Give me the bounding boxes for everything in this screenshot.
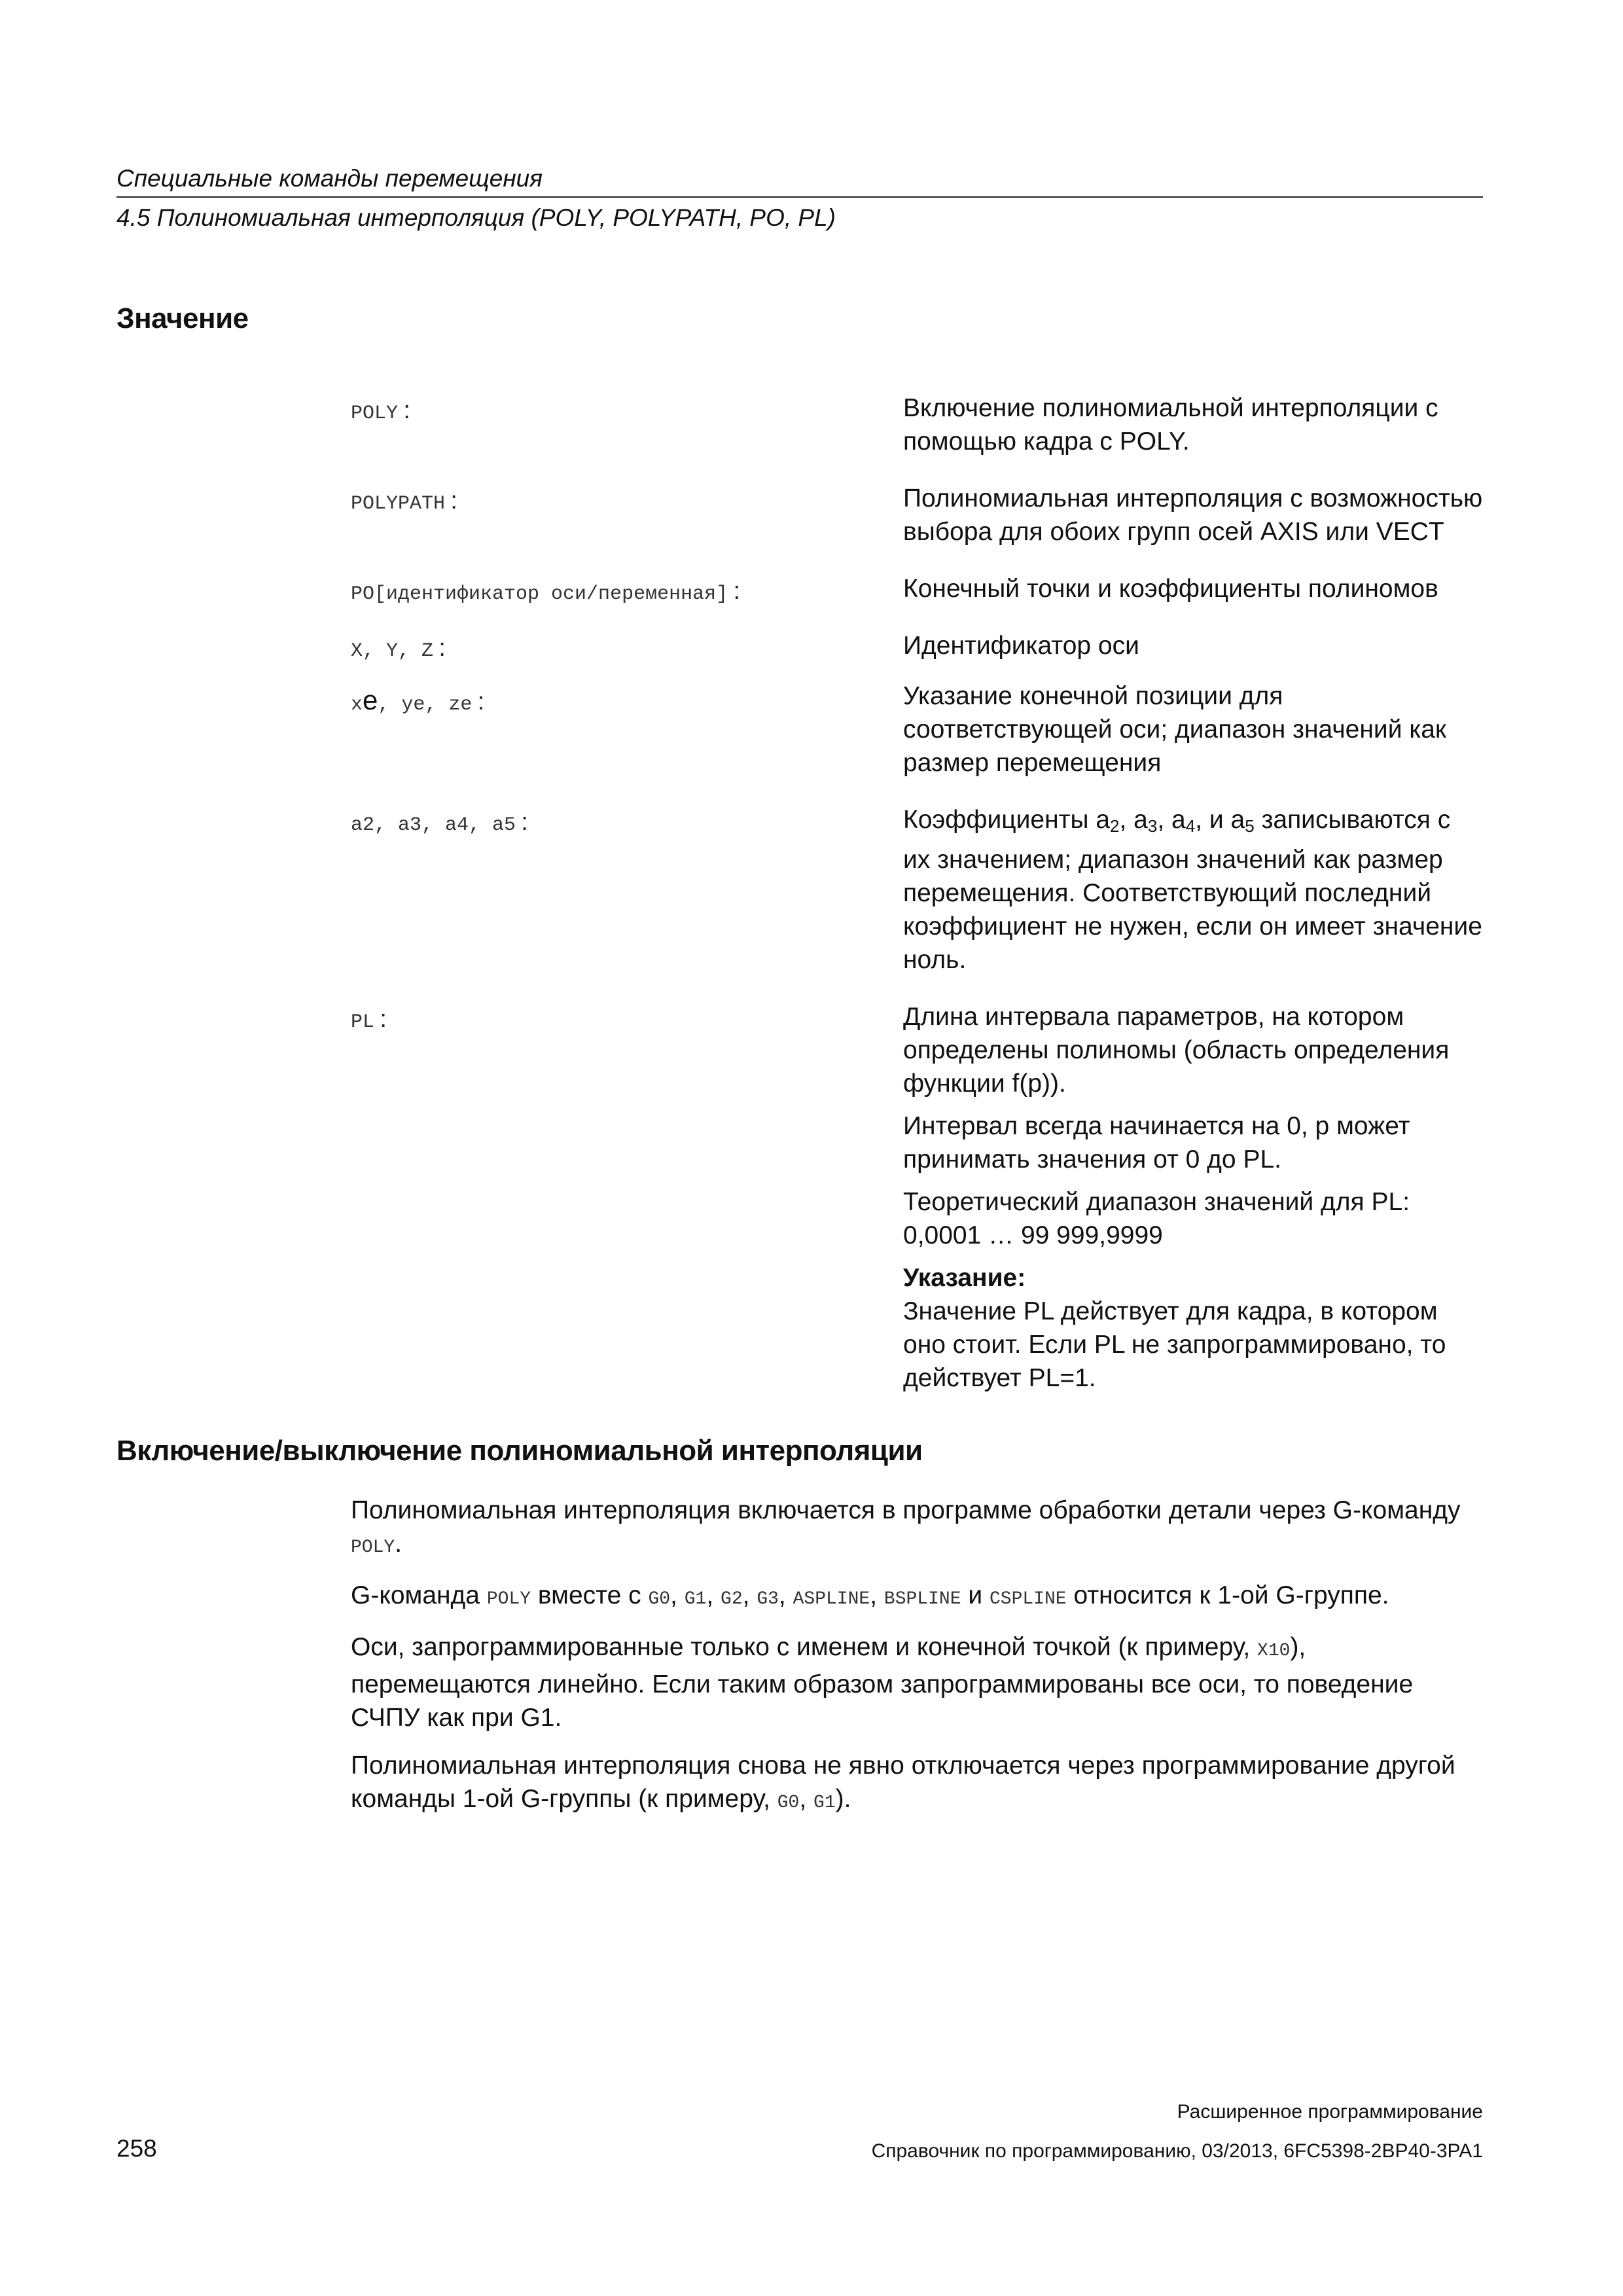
text-run: , и a xyxy=(1195,806,1245,834)
definition-term xyxy=(351,572,903,615)
desc-paragraph: Идентификатор оси xyxy=(903,632,1139,660)
text-run: записываются с их значением; диапазон значений как размер перемещения. Соответствующий последний коэффициент не нужен, если он имеет значение ноль. xyxy=(903,806,1482,974)
text-run: Оси, запрограммированные только с именем и конечной точкой (к примеру, xyxy=(351,1633,1258,1661)
footer-book-title: Расширенное программирование xyxy=(1177,2101,1483,2123)
text-run: , xyxy=(870,1581,884,1609)
text-run: Полиномиальная интерполяция снова не явно отключается через программирование другой команды 1-ой G-группы (к примеру, xyxy=(351,1751,1455,1813)
term-code-rest: , ye, ze xyxy=(378,694,473,716)
definition-row xyxy=(351,1000,1483,1404)
definition-row xyxy=(351,803,1483,986)
desc-paragraph: Теоретический диапазон значений для PL: 0,0001 … 99 999,9999 xyxy=(903,1188,1410,1249)
text-run: , a xyxy=(1157,806,1186,834)
definition-desc xyxy=(903,1000,1483,1404)
text-run: ), перемещаются линейно. Если таким образом запрограммированы все оси, то поведение СЧПУ как при G1. xyxy=(351,1633,1414,1732)
definition-term xyxy=(351,629,903,672)
desc-paragraph: Включение полиномиальной интерполяции с помощью кадра с POLY. xyxy=(903,394,1438,456)
desc-paragraph: Конечный точки и коэффициенты полиномов xyxy=(903,575,1438,603)
text-run: вместе с xyxy=(531,1581,649,1609)
definition-term xyxy=(351,1000,903,1404)
text-run: , xyxy=(778,1581,793,1609)
text-run: G-команда xyxy=(351,1581,487,1609)
desc-paragraph: Полиномиальная интерполяция с возможностью выбора для обоих групп осей AXIS или VECT xyxy=(903,484,1483,546)
text-run: . xyxy=(395,1530,402,1558)
body-paragraph xyxy=(351,1749,1483,1820)
running-header xyxy=(116,165,1483,232)
term-code: POLY xyxy=(351,403,399,425)
desc-paragraph: Указание конечной позиции для соответствующей оси; диапазон значений как размер перемещения xyxy=(903,682,1446,777)
definition-term xyxy=(351,803,903,986)
switch-body xyxy=(351,1494,1483,1834)
term-code-e: e xyxy=(363,685,378,715)
inline-code: G1 xyxy=(684,1589,707,1609)
term-code: POLYPATH xyxy=(351,493,446,515)
definition-term xyxy=(351,391,903,467)
term-colon: : xyxy=(403,397,410,424)
definition-term xyxy=(351,482,903,558)
page-number: 258 xyxy=(116,2135,157,2162)
subscript: 4 xyxy=(1185,816,1196,836)
subscript: 2 xyxy=(1110,816,1120,836)
body-paragraph xyxy=(351,1579,1483,1616)
text-run: , xyxy=(742,1581,757,1609)
inline-code: ASPLINE xyxy=(793,1589,870,1609)
text-run: , xyxy=(670,1581,685,1609)
definition-row xyxy=(351,391,1483,467)
definition-row xyxy=(351,679,1483,789)
term-colon: : xyxy=(733,577,740,605)
term-code: X, Y, Z xyxy=(351,640,434,662)
text-run: и xyxy=(961,1581,990,1609)
definition-row xyxy=(351,572,1483,615)
term-colon: : xyxy=(450,487,457,514)
inline-code: POLY xyxy=(351,1537,395,1558)
inline-code: G2 xyxy=(721,1589,743,1609)
text-run: , xyxy=(799,1785,814,1813)
section-title: 4.5 Полиномиальная интерполяция (POLY, POLYPATH, PO, PL) xyxy=(116,204,836,231)
desc-paragraph xyxy=(903,803,1483,977)
definition-desc xyxy=(903,482,1483,558)
inline-code: CSPLINE xyxy=(989,1589,1067,1609)
inline-code: G1 xyxy=(813,1793,836,1813)
term-code: a2, a3, a4, a5 xyxy=(351,814,516,836)
note-title: Указание: xyxy=(903,1264,1026,1292)
text-run: Коэффициенты a xyxy=(903,806,1111,834)
definition-list xyxy=(351,391,1483,1418)
body-paragraph xyxy=(351,1494,1483,1564)
definition-desc xyxy=(903,803,1483,986)
inline-code: G0 xyxy=(648,1589,671,1609)
term-code: PO[идентификатор оси/переменная] xyxy=(351,583,728,605)
text-run: ). xyxy=(835,1785,851,1813)
meaning-heading: Значение xyxy=(116,302,249,334)
text-run: Полиномиальная интерполяция включается в программе обработки детали через G-команду xyxy=(351,1496,1461,1524)
definition-desc xyxy=(903,679,1483,789)
note-text: Значение PL действует для кадра, в котором оно стоит. Если PL не запрограммировано, то действует PL=1. xyxy=(903,1297,1446,1392)
definition-term xyxy=(351,679,903,789)
definition-row xyxy=(351,482,1483,558)
definition-desc xyxy=(903,572,1483,615)
inline-code: X10 xyxy=(1257,1641,1291,1661)
subscript: 3 xyxy=(1147,816,1158,836)
inline-code: BSPLINE xyxy=(883,1589,961,1609)
text-run: , a xyxy=(1119,806,1148,834)
definition-desc xyxy=(903,391,1483,467)
term-code: PL xyxy=(351,1011,375,1033)
switch-heading: Включение/выключение полиномиальной интерполяции xyxy=(116,1435,923,1467)
inline-code: G0 xyxy=(777,1793,800,1813)
definition-row xyxy=(351,629,1483,672)
desc-paragraph: Интервал всегда начинается на 0, p может принимать значения от 0 до PL. xyxy=(903,1112,1410,1174)
inline-code: POLY xyxy=(486,1589,531,1609)
term-colon: : xyxy=(380,1005,387,1033)
text-run: , xyxy=(706,1581,721,1609)
term-code-x: x xyxy=(351,694,363,716)
text-run: относится к 1-ой G-группе. xyxy=(1066,1581,1389,1609)
chapter-title: Специальные команды перемещения xyxy=(116,165,1483,198)
footer-reference: Справочник по программированию, 03/2013, 6FC5398-2BP40-3PA1 xyxy=(871,2140,1483,2162)
term-colon: : xyxy=(438,634,446,662)
subscript: 5 xyxy=(1245,816,1255,836)
inline-code: G3 xyxy=(757,1589,779,1609)
definition-desc xyxy=(903,629,1483,672)
term-colon: : xyxy=(521,808,528,836)
desc-paragraph: Длина интервала параметров, на котором определены полиномы (область определения функции f(p)). xyxy=(903,1003,1450,1098)
term-colon: : xyxy=(477,688,485,715)
body-paragraph xyxy=(351,1630,1483,1734)
